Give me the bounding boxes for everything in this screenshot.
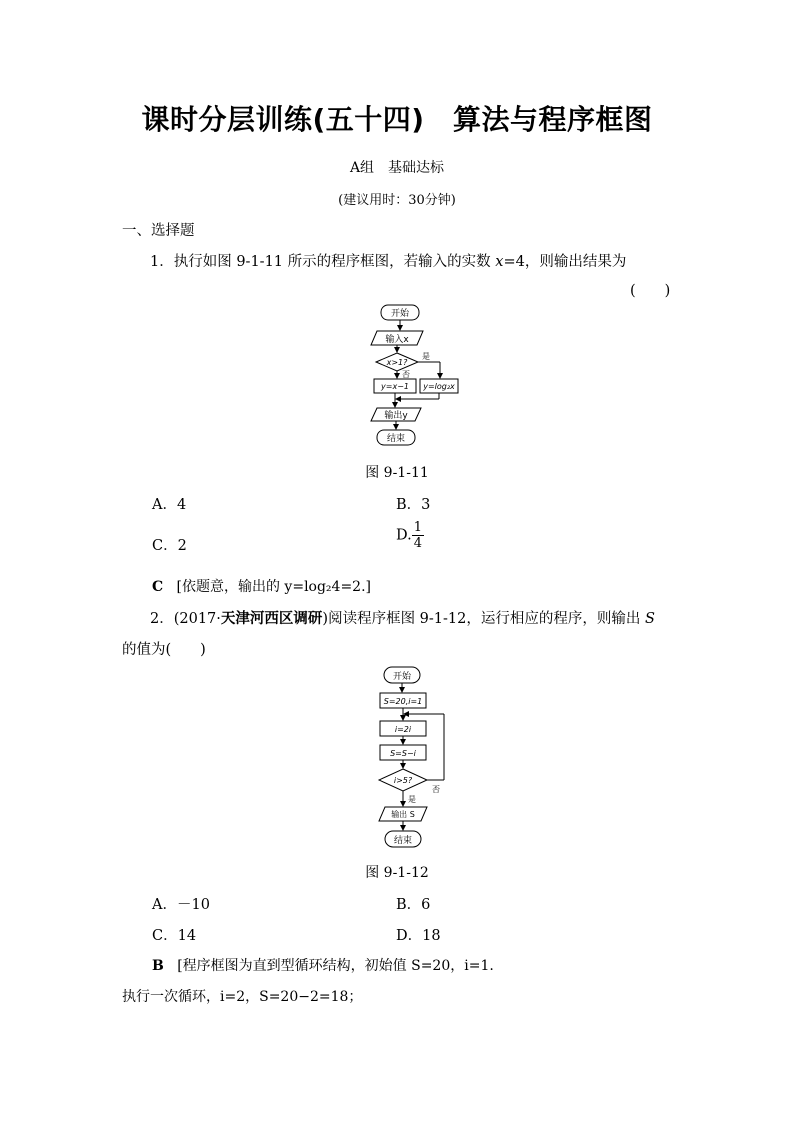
q1-option-d-label: D. [396, 527, 412, 544]
fc2-decision-label: i>5? [393, 776, 413, 785]
fc1-input-label: 输入x [385, 335, 409, 345]
q2-answer [152, 955, 494, 975]
fc1-box-left-label: y=x−1 [381, 382, 409, 391]
q1-option-a: A．4 [152, 497, 187, 513]
q2-option-c: C．14 [152, 928, 197, 944]
figure-caption-2: 图 9-1-12 [365, 865, 429, 881]
fc1-no-label: 否 [402, 370, 410, 379]
figure-caption-1: 图 9-1-11 [365, 465, 429, 481]
fc2-no-label: 否 [432, 785, 440, 794]
flowchart-9-1-11 [360, 300, 470, 452]
fraction-numerator: 1 [413, 520, 422, 535]
q1-var: x [495, 254, 504, 270]
section-heading: 一、选择题 [122, 223, 195, 239]
q1-prefix: 1．执行如图 9-1-11 所示的程序框图，若输入的实数 [150, 254, 496, 270]
fc1-start-label: 开始 [390, 309, 410, 319]
q2-option-d: D．18 [396, 928, 441, 944]
fc2-start-label: 开始 [392, 672, 412, 682]
fc2-step2-label: S=S−i [390, 749, 416, 758]
question-2-line2: 的值为( ) [122, 642, 206, 658]
q2-option-a: A．－10 [152, 897, 210, 913]
fc2-end-label: 结束 [393, 836, 413, 846]
fc1-end-label: 结束 [386, 434, 406, 444]
q2-option-b: B．6 [396, 897, 431, 913]
question-2-line1 [150, 607, 655, 628]
q2-prefix: 2．(2017· [150, 611, 221, 627]
fc2-output-label: 输出 S [391, 810, 415, 819]
q1-answer-text: [依题意，输出的 y=log₂4=2.] [176, 579, 372, 595]
question-1-text [150, 250, 626, 271]
q2-var: S [644, 611, 655, 627]
group-heading: A组 基础达标 [349, 160, 445, 176]
q2-suffix: )阅读程序框图 9-1-12，运行相应的程序，则输出 [322, 611, 645, 627]
q1-option-b: B．3 [396, 497, 431, 513]
q2-source: 天津河西区调研 [220, 610, 323, 627]
fc2-yes-label: 是 [408, 795, 416, 804]
page-title: 课时分层训练(五十四) 算法与程序框图 [141, 103, 653, 136]
q1-answer [152, 576, 371, 596]
q2-answer-letter: B [152, 958, 164, 974]
fc1-yes-label: 是 [422, 352, 430, 361]
fc1-box-right-label: y=log₂x [423, 382, 455, 391]
time-note: (建议用时：30分钟) [338, 193, 456, 208]
q2-step-line: 执行一次循环，i=2，S=20−2=18； [122, 989, 363, 1005]
fc2-init-label: S=20,i=1 [383, 697, 423, 706]
fc1-decision-label: x>1? [386, 358, 408, 367]
q1-answer-letter: C [152, 579, 164, 595]
q1-option-d-fraction [412, 520, 424, 551]
flowchart-9-1-12 [370, 662, 480, 852]
fc2-step1-label: i=2i [394, 725, 412, 734]
q1-option-c: C．2 [152, 538, 187, 554]
q1-answer-paren: ( ) [630, 283, 671, 299]
q1-suffix: =4，则输出结果为 [503, 254, 627, 270]
q2-answer-text: [程序框图为直到型循环结构，初始值 S=20，i=1. [177, 958, 494, 974]
fc1-output-label: 输出y [384, 411, 408, 421]
q1-option-d [396, 520, 424, 551]
fraction-denominator: 4 [413, 536, 422, 551]
